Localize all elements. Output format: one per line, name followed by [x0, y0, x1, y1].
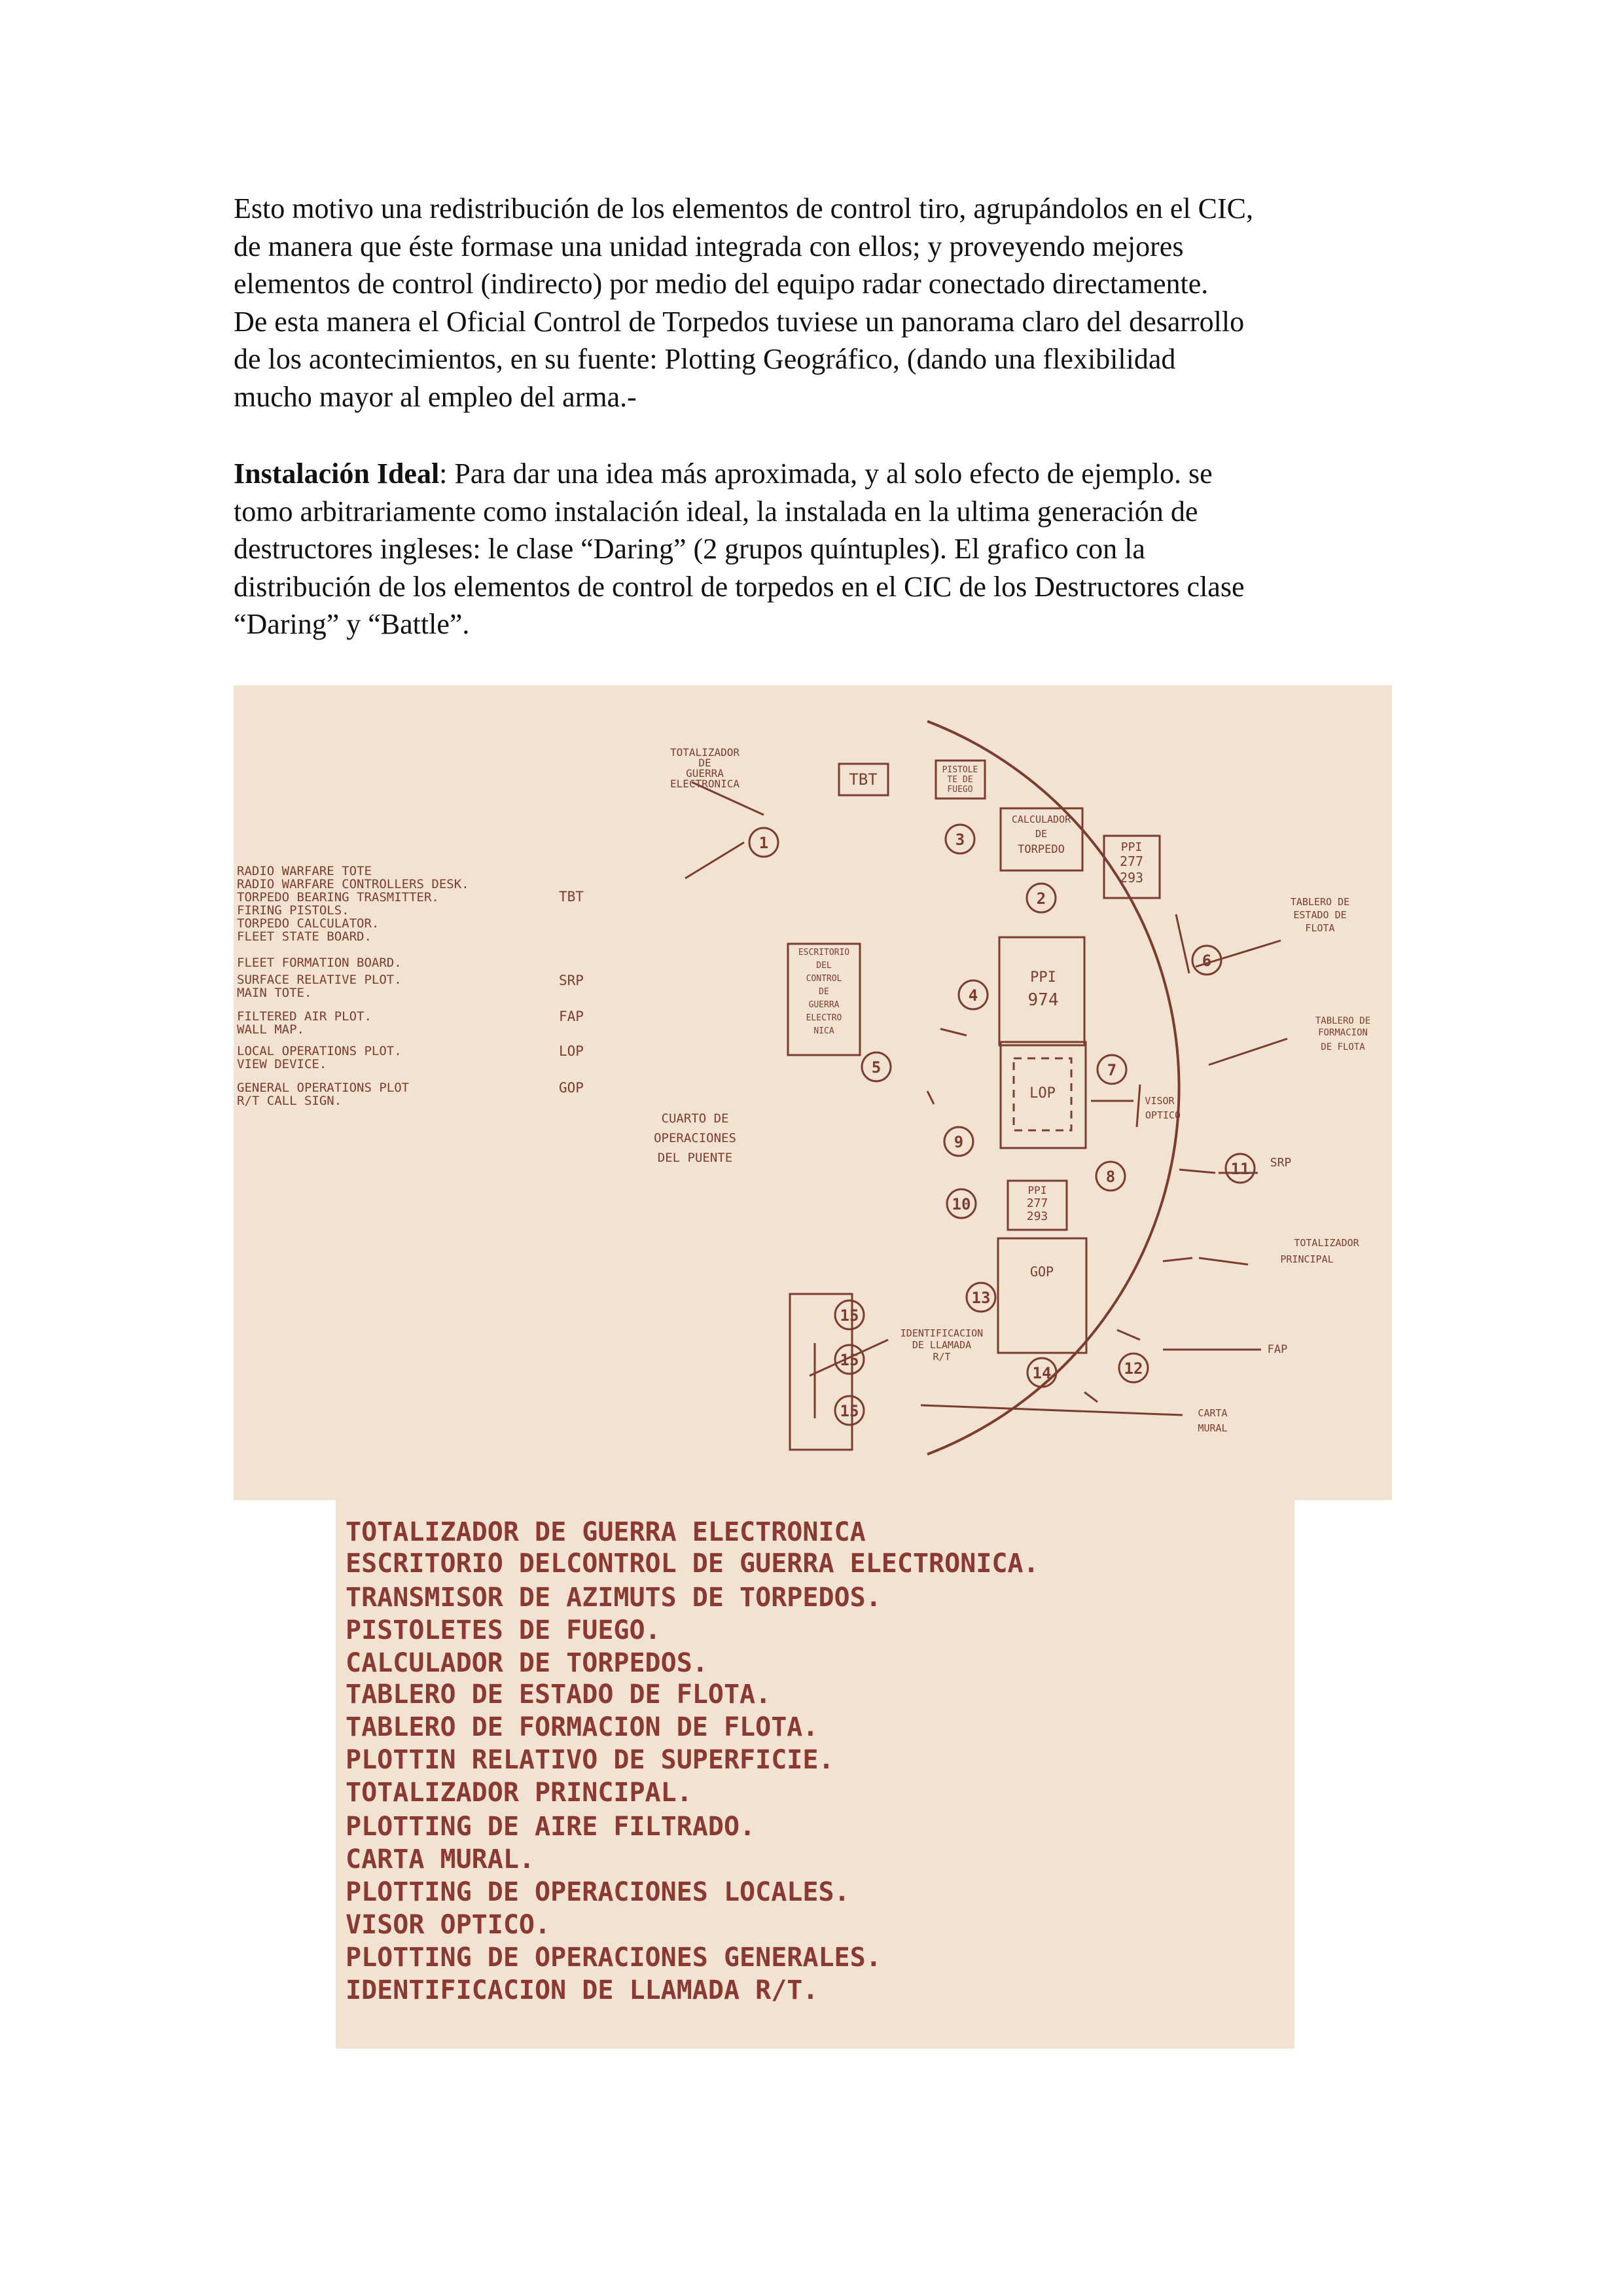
- abbr-srp: SRP: [559, 973, 584, 988]
- number-label: 1: [758, 834, 769, 852]
- label-tablero-formacion: DE FLOTA: [1321, 1042, 1365, 1052]
- label-cuarto: CUARTO DE: [661, 1111, 729, 1126]
- number-label: 3: [955, 831, 965, 849]
- legend-es-item: TRANSMISOR DE AZIMUTS DE TORPEDOS.: [346, 1583, 882, 1613]
- number-label: 13: [971, 1289, 991, 1307]
- label-ppi-small: 277: [1026, 1196, 1048, 1210]
- label-ppi-974: PPI: [1030, 969, 1056, 986]
- number-label: 15: [840, 1306, 859, 1325]
- number-label: 2: [1036, 889, 1046, 908]
- label-pistoletes: PISTOLE: [942, 765, 978, 775]
- abbr-tbt: TBT: [559, 889, 584, 905]
- legend-es-item: PLOTTING DE AIRE FILTRADO.: [346, 1812, 756, 1842]
- label-cuarto: OPERACIONES: [654, 1131, 736, 1145]
- number-label: 8: [1105, 1168, 1116, 1186]
- label-ppi-top: 277: [1119, 853, 1144, 869]
- legend-en-item: TORPEDO BEARING TRASMITTER.: [237, 890, 439, 905]
- label-escritorio: ELECTRO: [806, 1013, 842, 1023]
- abbr-lop: LOP: [559, 1043, 584, 1059]
- legend-es-item: TOTALIZADOR DE GUERRA ELECTRONICA: [346, 1517, 866, 1547]
- number-label: 9: [954, 1133, 964, 1151]
- label-carta-mural: MURAL: [1198, 1422, 1228, 1434]
- label-tablero-estado: FLOTA: [1305, 922, 1335, 934]
- abbr-gop: GOP: [559, 1080, 584, 1096]
- number-label: 14: [1032, 1364, 1052, 1382]
- label-srp: SRP: [1270, 1156, 1292, 1170]
- label-ppi-974: 974: [1027, 990, 1059, 1010]
- text-line: De esta manera el Oficial Control de Torpedos tuviese un panorama claro del desarrollo: [234, 305, 1245, 338]
- label-pistoletes: TE DE: [947, 775, 973, 785]
- label-calculador: CALCULADOR: [1011, 814, 1071, 825]
- paragraph-instalacion: [234, 455, 1405, 643]
- legend-en-item: RADIO WARFARE CONTROLLERS DESK.: [237, 877, 469, 891]
- legend-es-item: TABLERO DE ESTADO DE FLOTA.: [346, 1679, 772, 1710]
- text-line: tomo arbitrariamente como instalación ideal, la instalada en la ultima generación de: [234, 495, 1198, 528]
- label-gop: GOP: [1029, 1264, 1054, 1280]
- legend-es-item: TOTALIZADOR PRINCIPAL.: [346, 1778, 692, 1808]
- text-line: Esto motivo una redistribución de los elementos de control tiro, agrupándolos en el CIC,: [234, 192, 1254, 224]
- number-label: 15: [840, 1402, 859, 1420]
- text-line: distribución de los elementos de control de torpedos en el CIC de los Destructores clase: [234, 570, 1245, 603]
- legend-es-item: PLOTTING DE OPERACIONES LOCALES.: [346, 1877, 850, 1907]
- legend-en-item: FIRING PISTOLS.: [237, 903, 349, 918]
- text-line: elementos de control (indirecto) por medio del equipo radar conectado directamente.: [234, 268, 1209, 300]
- legend-es-item: IDENTIFICACION DE LLAMADA R/T.: [346, 1975, 819, 2005]
- legend-es-item: PLOTTIN RELATIVO DE SUPERFICIE.: [346, 1745, 834, 1775]
- label-identificacion: IDENTIFICACION: [900, 1327, 984, 1339]
- label-carta-mural: CARTA: [1198, 1407, 1228, 1419]
- label-ppi-small: PPI: [1027, 1184, 1047, 1196]
- label-tablero-formacion: TABLERO DE: [1315, 1016, 1371, 1026]
- legend-es-item: VISOR OPTICO.: [346, 1910, 551, 1940]
- label-identificacion: R/T: [933, 1351, 951, 1363]
- legend-en-item: FILTERED AIR PLOT.: [237, 1009, 372, 1024]
- legend-en-item: MAIN TOTE.: [237, 986, 312, 1000]
- number-label: 12: [1124, 1359, 1143, 1378]
- legend-es-item: CALCULADOR DE TORPEDOS.: [346, 1648, 708, 1678]
- paragraph-intro: [234, 190, 1405, 416]
- number-label: 6: [1202, 952, 1212, 970]
- label-escritorio: DEL: [816, 961, 832, 971]
- text-line: destructores ingleses: le clase “Daring” (2 grupos quíntuples). El grafico con la: [234, 533, 1145, 565]
- label-identificacion: DE LLAMADA: [912, 1339, 972, 1351]
- label-visor: VISOR: [1145, 1095, 1175, 1107]
- label-calculador: TORPEDO: [1018, 843, 1065, 856]
- legend-es-item: ESCRITORIO DELCONTROL DE GUERRA ELECTRONICA.: [346, 1549, 1039, 1579]
- number-label: 10: [952, 1195, 971, 1213]
- legend-en-item: WALL MAP.: [237, 1022, 304, 1037]
- label-fap: FAP: [1267, 1343, 1288, 1356]
- label-calculador: DE: [1035, 828, 1048, 840]
- label-tbt: TBT: [849, 770, 878, 789]
- legend-es-item: TABLERO DE FORMACION DE FLOTA.: [346, 1712, 819, 1742]
- section-heading: Instalación Ideal: [234, 457, 440, 490]
- label-totalizador-ge: GUERRA: [686, 767, 724, 780]
- legend-es-item: PISTOLETES DE FUEGO.: [346, 1615, 661, 1645]
- text-line: [234, 455, 1405, 493]
- text-line: de los acontecimientos, en su fuente: Plotting Geográfico, (dando una flexibilidad: [234, 343, 1176, 375]
- legend-es-item: CARTA MURAL.: [346, 1844, 535, 1874]
- label-totalizador-ge: ELECTRONICA: [670, 778, 740, 790]
- label-totalizador-principal: TOTALIZADOR: [1294, 1237, 1359, 1249]
- label-pistoletes: FUEGO: [947, 785, 973, 795]
- legend-en-item: SURFACE RELATIVE PLOT.: [237, 973, 402, 987]
- legend-en-item: LOCAL OPERATIONS PLOT.: [237, 1044, 402, 1058]
- legend-en-item: VIEW DEVICE.: [237, 1057, 327, 1071]
- label-visor: OPTICO: [1145, 1109, 1181, 1121]
- label-ppi-top: PPI: [1120, 840, 1143, 854]
- label-ppi-top: 293: [1119, 870, 1144, 886]
- abbr-fap: FAP: [559, 1009, 584, 1024]
- number-label: 4: [968, 986, 978, 1005]
- label-escritorio: GUERRA: [808, 1000, 840, 1010]
- legend-es-item: PLOTTING DE OPERACIONES GENERALES.: [346, 1943, 882, 1973]
- text-span: : Para dar una idea más aproximada, y al solo efecto de ejemplo. se: [439, 457, 1213, 490]
- label-escritorio: NICA: [813, 1026, 834, 1036]
- label-totalizador-ge: DE: [698, 757, 711, 769]
- legend-en-item: TORPEDO CALCULATOR.: [237, 916, 380, 931]
- number-label: 5: [871, 1058, 882, 1077]
- number-label: 7: [1107, 1061, 1117, 1079]
- text-line: “Daring” y “Battle”.: [234, 608, 470, 640]
- legend-en-item: R/T CALL SIGN.: [237, 1094, 342, 1108]
- label-tablero-estado: TABLERO DE: [1290, 896, 1350, 908]
- label-totalizador-principal: PRINCIPAL: [1280, 1253, 1334, 1265]
- label-cuarto: DEL PUENTE: [657, 1151, 733, 1165]
- legend-es-panel: [336, 1500, 1294, 2049]
- legend-en-item: FLEET FORMATION BOARD.: [237, 956, 402, 970]
- number-label: 15: [840, 1351, 859, 1369]
- text-line: mucho mayor al empleo del arma.-: [234, 380, 637, 413]
- number-label: 11: [1230, 1160, 1250, 1178]
- label-ppi-small: 293: [1026, 1210, 1048, 1223]
- label-tablero-estado: ESTADO DE: [1293, 909, 1347, 921]
- legend-en-item: GENERAL OPERATIONS PLOT: [237, 1081, 410, 1095]
- label-totalizador-ge: TOTALIZADOR: [670, 746, 740, 759]
- legend-en-item: RADIO WARFARE TOTE: [237, 864, 372, 878]
- legend-en-item: FLEET STATE BOARD.: [237, 929, 372, 944]
- label-tablero-formacion: FORMACION: [1318, 1028, 1368, 1038]
- text-line: de manera que éste formase una unidad integrada con ellos; y proveyendo mejores: [234, 230, 1184, 262]
- label-escritorio: DE: [819, 987, 829, 997]
- label-escritorio: CONTROL: [806, 974, 842, 984]
- label-lop: LOP: [1029, 1085, 1056, 1102]
- cic-diagram: [234, 685, 1392, 1500]
- label-escritorio: ESCRITORIO: [798, 948, 850, 958]
